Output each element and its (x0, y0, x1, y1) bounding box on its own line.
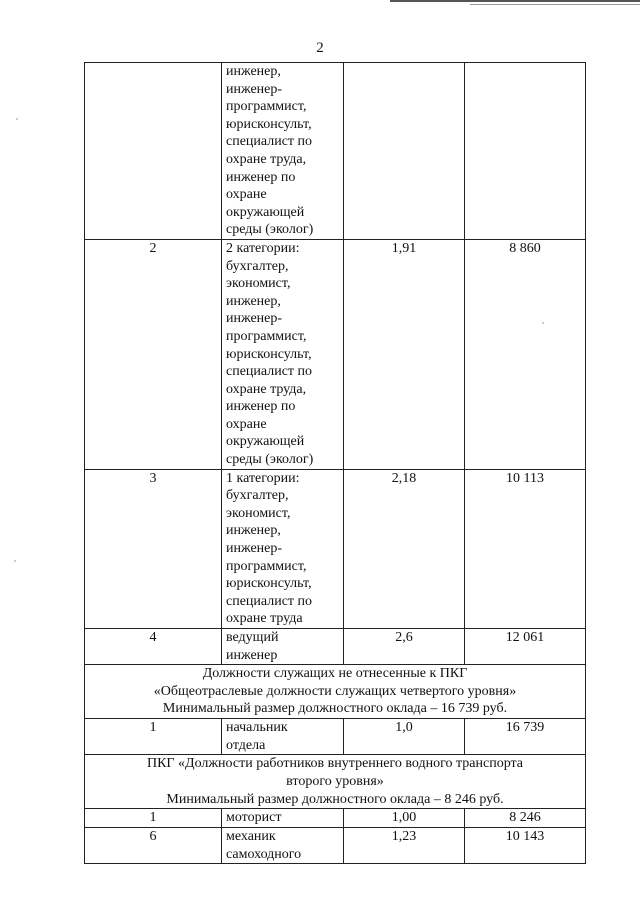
section-header-row (85, 755, 586, 809)
position-cell: механик самоходного (222, 827, 344, 863)
scan-border-line (390, 0, 640, 2)
position-cell: моторист (222, 809, 344, 828)
table-row (85, 827, 586, 863)
section-header-line: второго уровня» (286, 773, 384, 789)
coefficient-cell: 1,23 (344, 827, 465, 863)
section-header-row (85, 665, 586, 719)
position-cell: ведущий инженер (222, 629, 344, 665)
table-row (85, 239, 586, 469)
row-number-cell: 2 (85, 239, 222, 469)
salary-cell: 8 860 (465, 239, 586, 469)
section-header-line: «Общеотраслевые должности служащих четвертого уровня» (153, 683, 517, 699)
section-header-line: Минимальный размер должностного оклада – 8 246 руб. (166, 791, 504, 807)
table-row (85, 719, 586, 755)
table-row (85, 809, 586, 828)
section-header (85, 755, 586, 809)
section-header-line: Должности служащих не отнесенные к ПКГ (202, 666, 468, 682)
row-number-cell (85, 63, 222, 240)
row-number-cell: 1 (85, 719, 222, 755)
row-number-cell: 4 (85, 629, 222, 665)
table-row (85, 469, 586, 628)
coefficient-cell: 2,18 (344, 469, 465, 628)
page-number: 2 (316, 40, 324, 56)
salary-cell: 12 061 (465, 629, 586, 665)
position-cell: инженер, инженер- программист, юрисконсульт, специалист по охране труда, инженер по охране окружающей среды (эколог) (222, 63, 344, 240)
salary-cell: 10 143 (465, 827, 586, 863)
coefficient-cell: 1,00 (344, 809, 465, 828)
scan-speck (14, 560, 16, 562)
position-cell: начальник отдела (222, 719, 344, 755)
position-cell: 2 категории: бухгалтер, экономист, инженер, инженер- программист, юрисконсульт, специалист по охране труда, инженер по охране окружающей среды (эколог) (222, 239, 344, 469)
salary-cell (465, 63, 586, 240)
coefficient-cell: 1,0 (344, 719, 465, 755)
section-header-line: Минимальный размер должностного оклада – 16 739 руб. (162, 701, 508, 717)
position-cell: 1 категории: бухгалтер, экономист, инженер, инженер- программист, юрисконсульт, специалист по охране труда (222, 469, 344, 628)
salary-cell: 10 113 (465, 469, 586, 628)
table-row (85, 629, 586, 665)
salary-cell: 8 246 (465, 809, 586, 828)
coefficient-cell (344, 63, 465, 240)
coefficient-cell: 2,6 (344, 629, 465, 665)
row-number-cell: 3 (85, 469, 222, 628)
table-row (85, 63, 586, 240)
row-number-cell: 6 (85, 827, 222, 863)
scan-border-line (470, 4, 640, 5)
coefficient-cell: 1,91 (344, 239, 465, 469)
section-header (85, 665, 586, 719)
scan-speck (16, 118, 18, 120)
row-number-cell: 1 (85, 809, 222, 828)
salary-table (84, 62, 586, 864)
salary-cell: 16 739 (465, 719, 586, 755)
section-header-line: ПКГ «Должности работников внутреннего водного транспорта (146, 756, 524, 772)
